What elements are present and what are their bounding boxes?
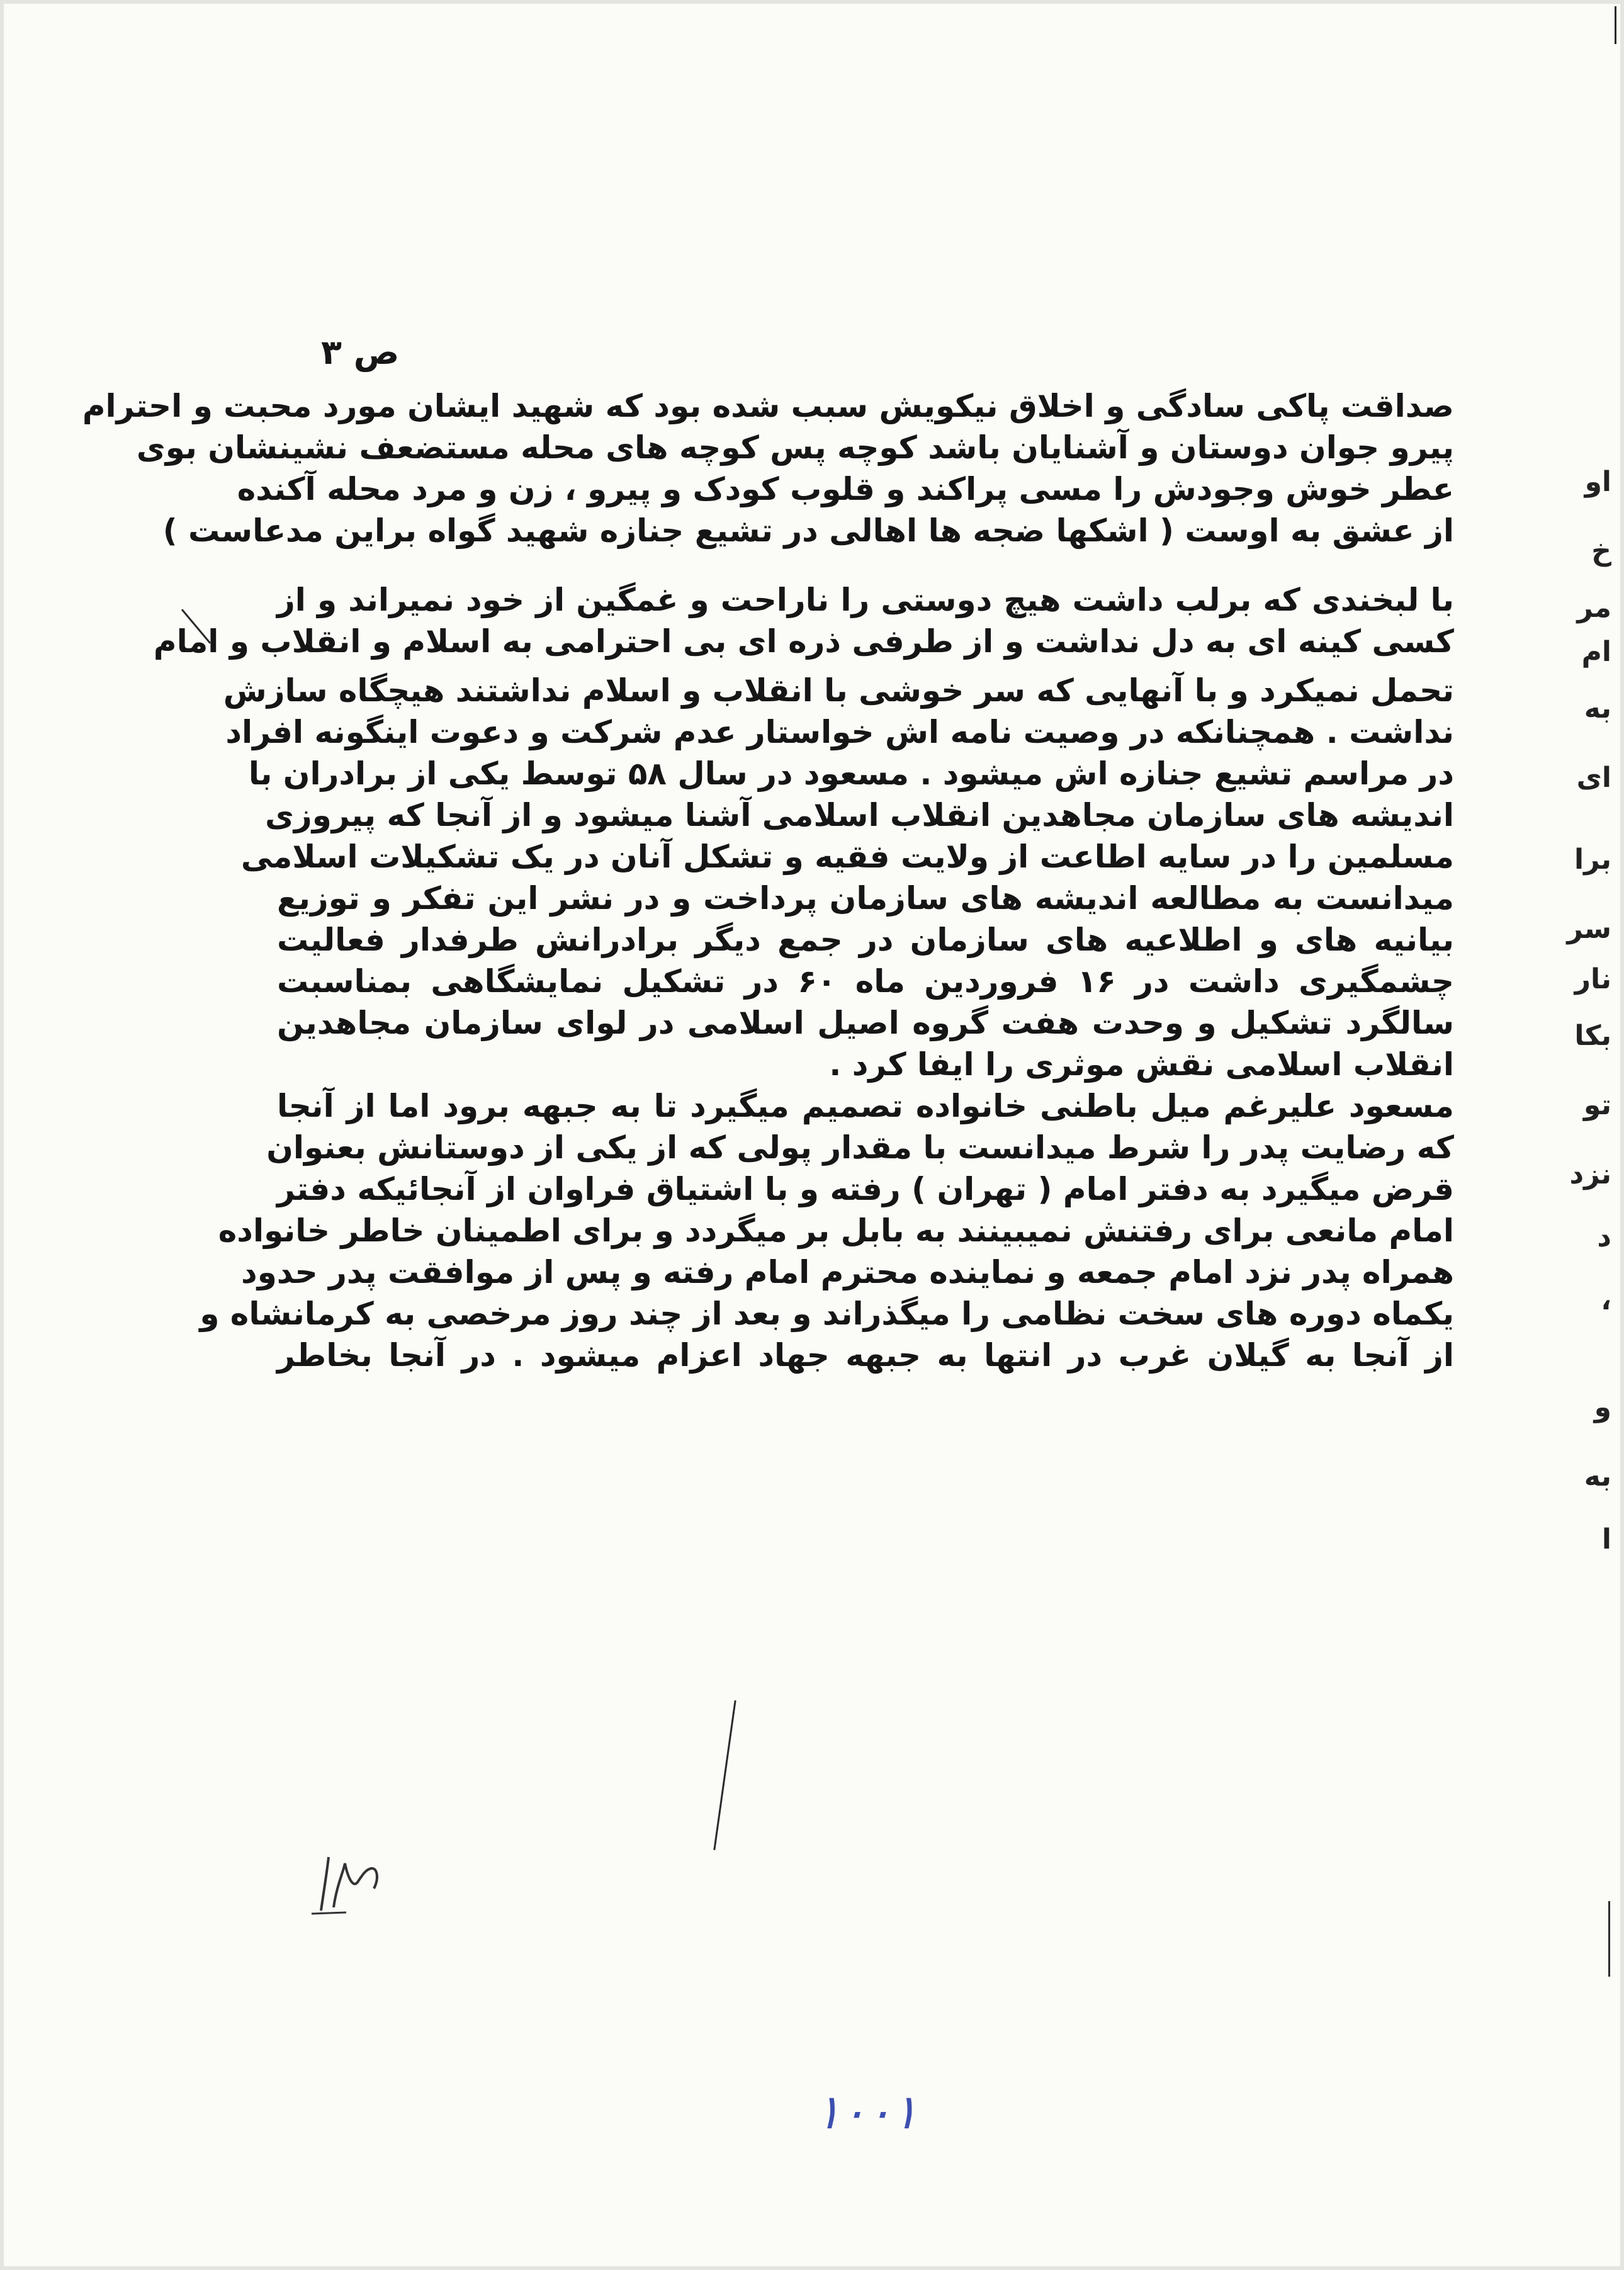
margin-fragment: ا (1601, 1523, 1611, 1556)
text-line: میدانست به مطالعه اندیشه های سازمان پرداخت و در نشر این تفکر و توزیع (277, 880, 1454, 917)
text-line: نداشت . همچنانکه در وصیت نامه اش خواستار عدم شرکت و دعوت اینگونه افراد (225, 714, 1454, 750)
margin-fragment: و (1594, 1391, 1611, 1423)
text-line: مسعود علیرغم میل باطنی خانواده تصمیم میگیرد تا به جبهه برود اما از آنجا (277, 1088, 1454, 1124)
text-line: همراه پدر نزد امام جمعه و نماینده محترم امام رفته و پس از موافقت پدر حدود (241, 1254, 1454, 1290)
right-margin-fragments (1530, 466, 1618, 1851)
margin-fragment: نزد (1569, 1158, 1611, 1190)
text-line: پیرو جوان دوستان و آشنایان باشد کوچه پس کوچه های محله مستضعف نشینشان بوی (136, 429, 1454, 466)
margin-fragment: به (1584, 1460, 1611, 1493)
scan-mark-edge (1608, 1901, 1610, 1977)
paragraph-gap (277, 551, 1454, 579)
margin-fragment: بکا (1574, 1020, 1611, 1052)
margin-fragment: سر (1567, 913, 1611, 945)
text-line: از عشق به اوست ( اشکها ضجه ها اهالی در تشیع جنازه شهید گواه براین مدعاست ) (162, 512, 1454, 549)
text-line: قرض میگیرد به دفتر امام ( تهران ) رفته و با اشتیاق فراوان از آنجائیکه دفتر (277, 1171, 1454, 1207)
text-line: در مراسم تشیع جنازه اش میشود . مسعود در سال ۵۸ توسط یکی از برادران با (248, 755, 1454, 792)
margin-fragment: مر (1577, 592, 1611, 624)
text-line: امام مانعی برای رفتنش نمیبینند به بابل بر میگردد و برای اطمینان خاطر خانواده (218, 1212, 1454, 1249)
margin-fragment: برا (1574, 844, 1611, 876)
margin-fragment: ای (1576, 762, 1611, 794)
scan-mark-corner (1615, 6, 1616, 44)
text-line: صداقت پاکی سادگی و اخلاق نیکویش سبب شده بود که شهید ایشان مورد محبت و احترام (82, 388, 1454, 424)
text-line: کسی کینه ای به دل نداشت و از طرفی ذره ای بی احترامی به اسلام و انقلاب و امام (153, 623, 1454, 660)
margin-fragment: خ (1591, 535, 1611, 567)
text-line: تحمل نمیکرد و با آنهایی که سر خوشی با انقلاب و اسلام نداشتند هیچگاه سازش (223, 672, 1454, 709)
margin-fragment: د (1597, 1221, 1611, 1253)
margin-fragment: او (1584, 466, 1611, 498)
handwritten-signature-mark (308, 1851, 403, 1920)
archive-number: ۱۰۰۱ (815, 2084, 918, 2140)
text-line: مسلمین را در سایه اطاعت از ولایت فقیه و تشکل آنان در یک تشکیلات اسلامی (240, 839, 1454, 875)
text-line: عطر خوش وجودش را مسی پراکند و قلوب کودک و پیرو ، زن و مرد محله آکنده (237, 471, 1454, 507)
text-line: چشمگیری داشت در ۱۶ فروردین ماه ۶۰ در تشکیل نمایشگاهی بمناسبت (277, 963, 1454, 1000)
margin-fragment: نار (1574, 963, 1611, 995)
text-line: با لبخندی که برلب داشت هیچ دوستی را ناراحت و غمگین از خود نمیراند و از (277, 582, 1454, 618)
margin-fragment: ، (1601, 1284, 1611, 1316)
text-line: از آنجا به گیلان غرب در انتها به جبهه جهاد اعزام میشود . در آنجا بخاطر (277, 1337, 1454, 1374)
margin-fragment: ام (1581, 636, 1611, 668)
text-line: یکماه دوره های سخت نظامی را میگذراند و بعد از چند روز مرخصی به کرمانشاه و (200, 1296, 1454, 1332)
text-line: اندیشه های سازمان مجاهدین انقلاب اسلامی آشنا میشود و از آنجا که پیروزی (265, 797, 1454, 833)
line-gap (277, 662, 1454, 670)
text-line: سالگرد تشکیل و وحدت هفت گروه اصیل اسلامی در لوای سازمان مجاهدین (277, 1005, 1454, 1041)
text-line: که رضایت پدر را شرط میدانست با مقدار پولی که از یکی از دوستانش بعنوان (266, 1129, 1454, 1166)
page-number: ص ۳ (321, 332, 400, 372)
document-body (82, 385, 1454, 1376)
text-line: بیانیه های و اطلاعیه های سازمان در جمع دیگر برادرانش طرفدار فعالیت (277, 922, 1454, 958)
margin-fragment: تو (1583, 1089, 1611, 1121)
text-line: انقلاب اسلامی نقش موثری را ایفا کرد . (829, 1046, 1454, 1083)
margin-fragment: به (1584, 692, 1611, 725)
